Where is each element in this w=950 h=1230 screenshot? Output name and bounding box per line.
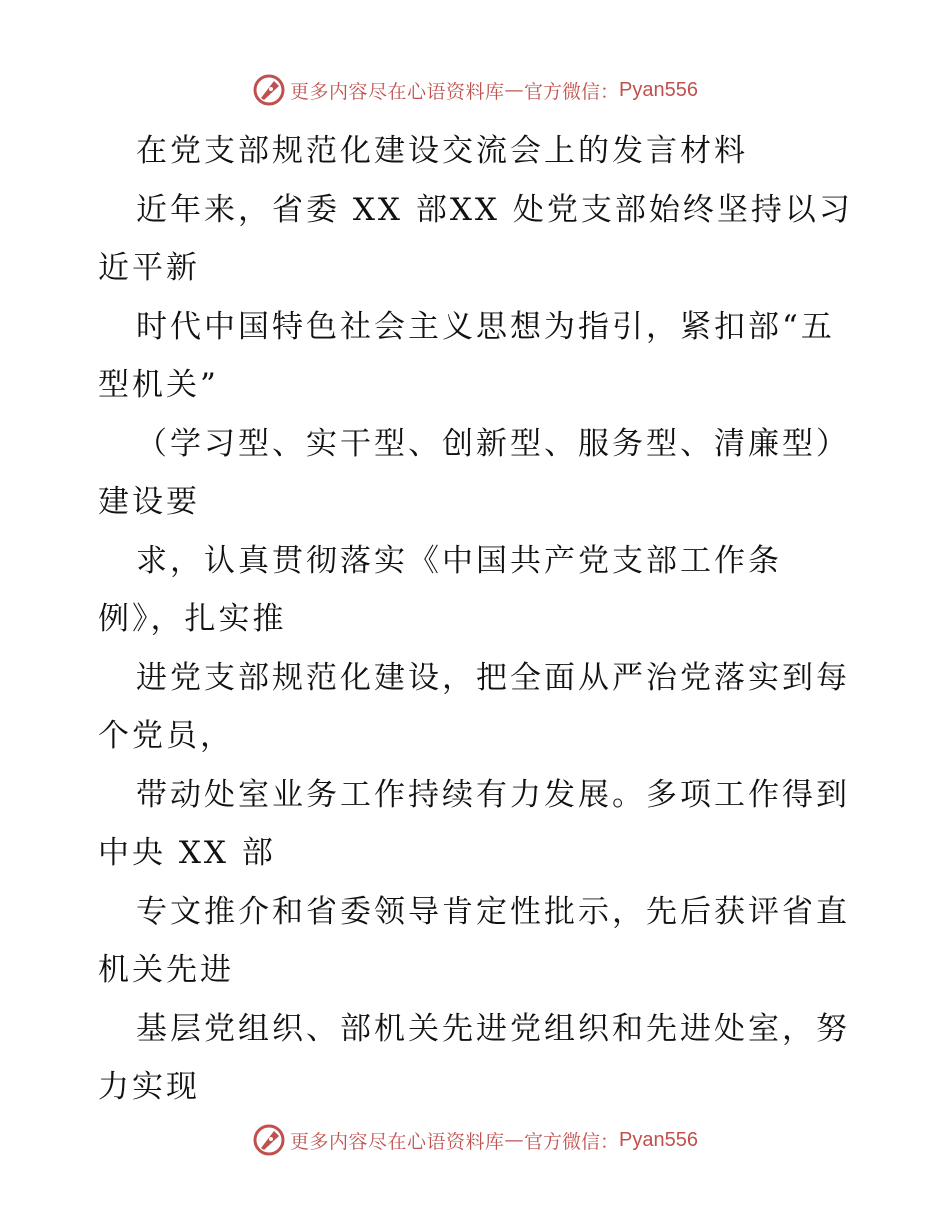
body-line: 个党员， xyxy=(98,718,234,754)
body-line: 机关先进 xyxy=(98,952,234,988)
body-line: 例》，扎实推 xyxy=(98,601,287,637)
body-line: 近平新 xyxy=(98,250,200,286)
banner-wechat-id: Pyan556 xyxy=(619,78,698,101)
banner-main-text: 更多内容尽在心语资料库 xyxy=(290,80,505,103)
body-line: 专文推介和省委领导肯定性批示，先后获评省直 xyxy=(136,893,850,930)
document-title: 在党支部规范化建设交流会上的发言材料 xyxy=(136,133,748,169)
pen-nib-logo-icon xyxy=(252,73,286,107)
body-line: 基层党组织、部机关先进党组织和先进处室，努 xyxy=(136,1010,850,1047)
body-line: 进党支部规范化建设，把全面从严治党落实到每 xyxy=(136,659,850,696)
body-line: 时代中国特色社会主义思想为指引，紧扣部“五 xyxy=(136,308,835,345)
body-line: 力实现 xyxy=(98,1069,200,1105)
document-body xyxy=(98,122,868,1117)
footer-banner xyxy=(0,1120,950,1160)
body-line: 求，认真贯彻落实《中国共产党支部工作条 xyxy=(136,542,782,579)
banner-separator: — xyxy=(504,79,525,101)
banner-wechat-label: 官方微信： xyxy=(524,80,620,103)
header-banner xyxy=(0,70,950,110)
banner-wechat-id: Pyan556 xyxy=(619,1128,698,1151)
banner-main-text: 更多内容尽在心语资料库 xyxy=(290,1130,505,1153)
banner-wechat-label: 官方微信： xyxy=(524,1130,620,1153)
banner-separator: — xyxy=(504,1129,525,1151)
body-line: 型机关” xyxy=(98,367,219,403)
body-line: 带动处室业务工作持续有力发展。多项工作得到 xyxy=(136,776,850,813)
body-line: 中央 XX 部 xyxy=(98,835,276,871)
pen-nib-logo-icon xyxy=(252,1123,286,1157)
body-line: 建设要 xyxy=(98,484,200,520)
body-line: 近年来，省委 XX 部XX 处党支部始终坚持以习 xyxy=(136,191,853,228)
body-line: （学习型、实干型、创新型、服务型、清廉型） xyxy=(136,425,850,462)
